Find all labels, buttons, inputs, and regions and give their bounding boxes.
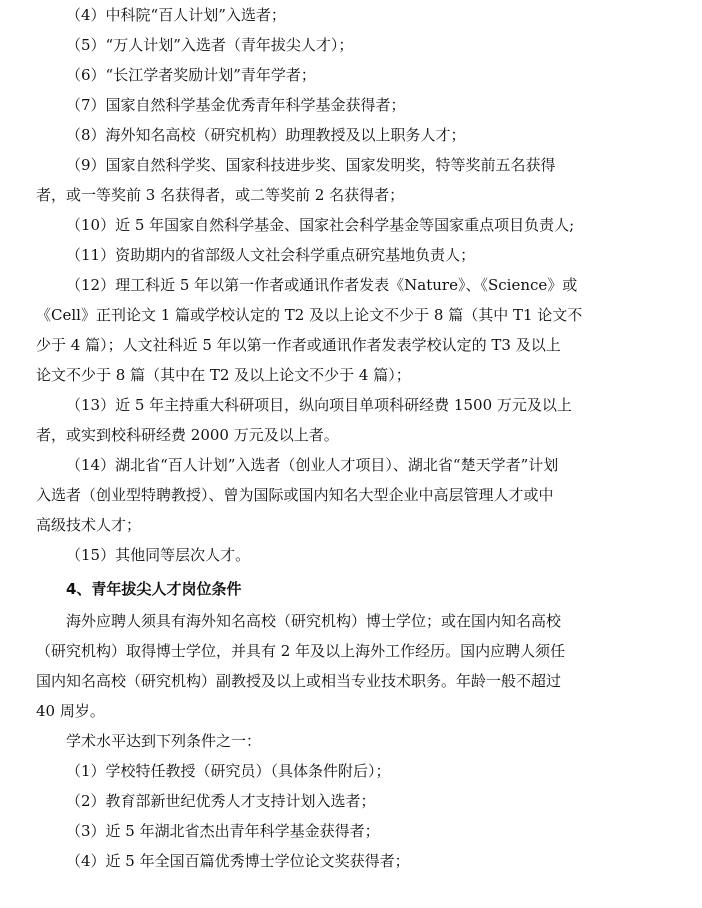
list-item: （3）近 5 年湖北省杰出青年科学基金获得者； bbox=[66, 822, 380, 840]
list-item: （14）湖北省“百人计划”入选者（创业人才项目）、湖北省“楚天学者”计划 bbox=[66, 456, 559, 474]
list-item: （8）海外知名高校（研究机构）助理教授及以上职务人才； bbox=[66, 126, 466, 144]
list-item: （12）理工科近 5 年以第一作者或通讯作者发表《Nature》、《Science》或 bbox=[66, 276, 578, 294]
list-item: （7）国家自然科学基金优秀青年科学基金获得者； bbox=[66, 96, 406, 114]
list-item: （2）教育部新世纪优秀人才支持计划入选者； bbox=[66, 792, 376, 810]
paragraph-line: （研究机构）取得博士学位，并具有 2 年及以上海外工作经历。国内应聘人须任 bbox=[36, 642, 566, 660]
section-heading: 4、青年拔尖人才岗位条件 bbox=[66, 580, 242, 598]
paragraph-line: 国内知名高校（研究机构）副教授及以上或相当专业技术职务。年龄一般不超过 bbox=[36, 672, 562, 690]
list-item: （4）中科院“百人计划”入选者； bbox=[66, 6, 286, 24]
list-item: （1）学校特任教授（研究员）（具体条件附后）； bbox=[66, 762, 391, 780]
document-page bbox=[36, 0, 596, 876]
list-item: （6）“长江学者奖励计划”青年学者； bbox=[66, 66, 316, 84]
list-item-continuation: 入选者（创业型特聘教授）、曾为国际或国内知名大型企业中高层管理人才或中 bbox=[36, 486, 554, 504]
list-item-continuation: 《Cell》正刊论文 1 篇或学校认定的 T2 及以上论文不少于 8 篇（其中 T1 论文不 bbox=[36, 306, 583, 324]
paragraph-intro: 学术水平达到下列条件之一： bbox=[66, 732, 262, 750]
list-item: （4）近 5 年全国百篇优秀博士学位论文奖获得者； bbox=[66, 852, 410, 870]
list-item: （10）近 5 年国家自然科学基金、国家社会科学基金等国家重点项目负责人; bbox=[66, 216, 575, 234]
list-item-continuation: 者，或一等奖前 3 名获得者，或二等奖前 2 名获得者； bbox=[36, 186, 405, 204]
list-item: （11）资助期内的省部级人文社会科学重点研究基地负责人； bbox=[66, 246, 476, 264]
paragraph-line: 海外应聘人须具有海外知名高校（研究机构）博士学位；或在国内知名高校 bbox=[66, 612, 562, 630]
list-item-continuation: 者，或实到校科研经费 2000 万元及以上者。 bbox=[36, 426, 339, 444]
list-item: （5）“万人计划”入选者（青年拔尖人才）； bbox=[66, 36, 354, 54]
list-item-continuation: 少于 4 篇）；人文社科近 5 年以第一作者或通讯作者发表学校认定的 T3 及以上 bbox=[36, 336, 561, 354]
list-item-continuation: 高级技术人才； bbox=[36, 516, 142, 534]
list-item: （15）其他同等层次人才。 bbox=[66, 546, 251, 564]
list-item: （13）近 5 年主持重大科研项目，纵向项目单项科研经费 1500 万元及以上 bbox=[66, 396, 572, 414]
paragraph-line: 40 周岁。 bbox=[36, 702, 105, 720]
list-item-continuation: 论文不少于 8 篇（其中在 T2 及以上论文不少于 4 篇）； bbox=[36, 366, 411, 384]
list-item: （9）国家自然科学奖、国家科技进步奖、国家发明奖，特等奖前五名获得 bbox=[66, 156, 556, 174]
